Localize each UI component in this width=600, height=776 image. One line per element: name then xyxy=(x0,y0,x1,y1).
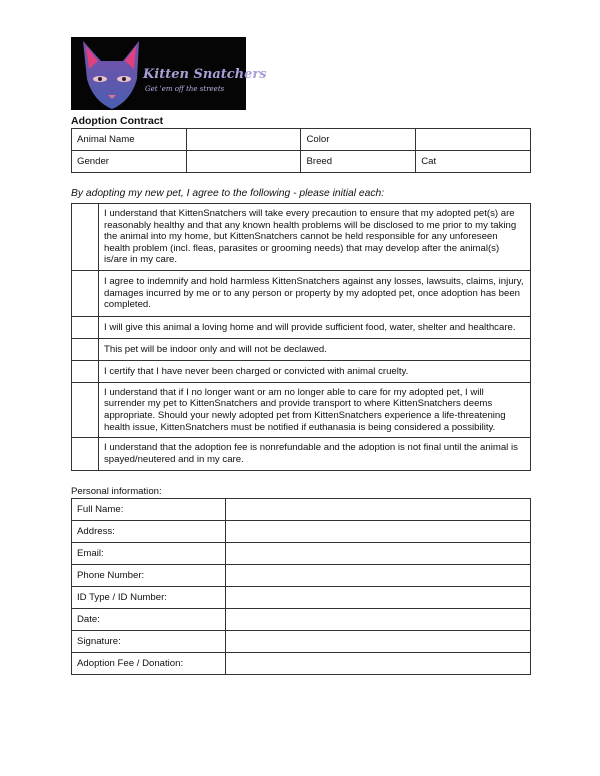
agreement-intro: By adopting my new pet, I agree to the following - please initial each: xyxy=(71,188,385,199)
initial-box[interactable] xyxy=(72,204,99,271)
full-name-label: Full Name: xyxy=(72,499,226,521)
table-row xyxy=(72,653,531,675)
animal-info-table xyxy=(71,128,531,173)
phone-field[interactable] xyxy=(226,565,531,587)
clause-text: I will give this animal a loving home and will provide sufficient food, water, shelter and healthcare. xyxy=(99,317,531,339)
gender-field[interactable] xyxy=(186,151,301,173)
page-title: Adoption Contract xyxy=(71,115,164,127)
table-row xyxy=(72,565,531,587)
cat-face-icon xyxy=(77,39,147,111)
signature-field[interactable] xyxy=(226,631,531,653)
phone-label: Phone Number: xyxy=(72,565,226,587)
clause-text: I understand that if I no longer want or am no longer able to care for my adopted pet, I will surrender my pet to KittenSnatchers and provide transport to where KittenSnatchers deems appropriate. Should your newly adopted pet from KittenSnatchers experience a life-threatening health issue, KittenSnatchers must be notified if euthanasia is being considered a possibility. xyxy=(99,383,531,438)
personal-info-table xyxy=(71,498,531,675)
clause-text: I understand that the adoption fee is nonrefundable and the adoption is not final until the animal is spayed/neutered and in my care. xyxy=(99,438,531,471)
id-field[interactable] xyxy=(226,587,531,609)
date-field[interactable] xyxy=(226,609,531,631)
address-field[interactable] xyxy=(226,521,531,543)
clause-text: This pet will be indoor only and will not be declawed. xyxy=(99,339,531,361)
table-row xyxy=(72,631,531,653)
clause-row xyxy=(72,204,531,271)
full-name-field[interactable] xyxy=(226,499,531,521)
initial-box[interactable] xyxy=(72,271,99,317)
clause-row xyxy=(72,438,531,471)
initial-box[interactable] xyxy=(72,339,99,361)
personal-info-heading: Personal information: xyxy=(71,486,162,497)
address-label: Address: xyxy=(72,521,226,543)
initial-box[interactable] xyxy=(72,361,99,383)
table-row xyxy=(72,129,531,151)
clause-row xyxy=(72,383,531,438)
table-row xyxy=(72,609,531,631)
kitten-snatchers-logo xyxy=(71,37,267,110)
fee-label: Adoption Fee / Donation: xyxy=(72,653,226,675)
brand-tagline: Get 'em off the streets xyxy=(145,85,225,93)
initial-box[interactable] xyxy=(72,317,99,339)
clause-row xyxy=(72,339,531,361)
initial-box[interactable] xyxy=(72,383,99,438)
clause-row xyxy=(72,317,531,339)
table-row xyxy=(72,151,531,173)
animal-name-field[interactable] xyxy=(186,129,301,151)
date-label: Date: xyxy=(72,609,226,631)
color-label: Color xyxy=(301,129,416,151)
breed-field[interactable]: Cat xyxy=(416,151,531,173)
email-field[interactable] xyxy=(226,543,531,565)
id-label: ID Type / ID Number: xyxy=(72,587,226,609)
table-row xyxy=(72,543,531,565)
fee-field[interactable] xyxy=(226,653,531,675)
table-row xyxy=(72,521,531,543)
table-row xyxy=(72,587,531,609)
email-label: Email: xyxy=(72,543,226,565)
signature-label: Signature: xyxy=(72,631,226,653)
clause-row xyxy=(72,361,531,383)
clause-text: I certify that I have never been charged or convicted with animal cruelty. xyxy=(99,361,531,383)
table-row xyxy=(72,499,531,521)
clause-row xyxy=(72,271,531,317)
gender-label: Gender xyxy=(72,151,187,173)
animal-name-label: Animal Name xyxy=(72,129,187,151)
clause-text: I agree to indemnify and hold harmless KittenSnatchers against any losses, lawsuits, claims, injury, damages incurred by me or to any person or property by my adopted pet, once adoption has been completed. xyxy=(99,271,531,317)
clause-text: I understand that KittenSnatchers will take every precaution to ensure that my adopted pet(s) are reasonably healthy and that any known health problems will be disclosed to me prior to my taking the animal into my home, but KittenSnatchers cannot be held responsible for any unforeseen health problem (incl. fleas, parasites or grooming needs) that may develop after the animal(s) is/are in my care. xyxy=(99,204,531,271)
brand-name: Kitten Snatchers xyxy=(143,67,267,82)
initial-box[interactable] xyxy=(72,438,99,471)
clauses-table xyxy=(71,203,531,471)
breed-label: Breed xyxy=(301,151,416,173)
color-field[interactable] xyxy=(416,129,531,151)
